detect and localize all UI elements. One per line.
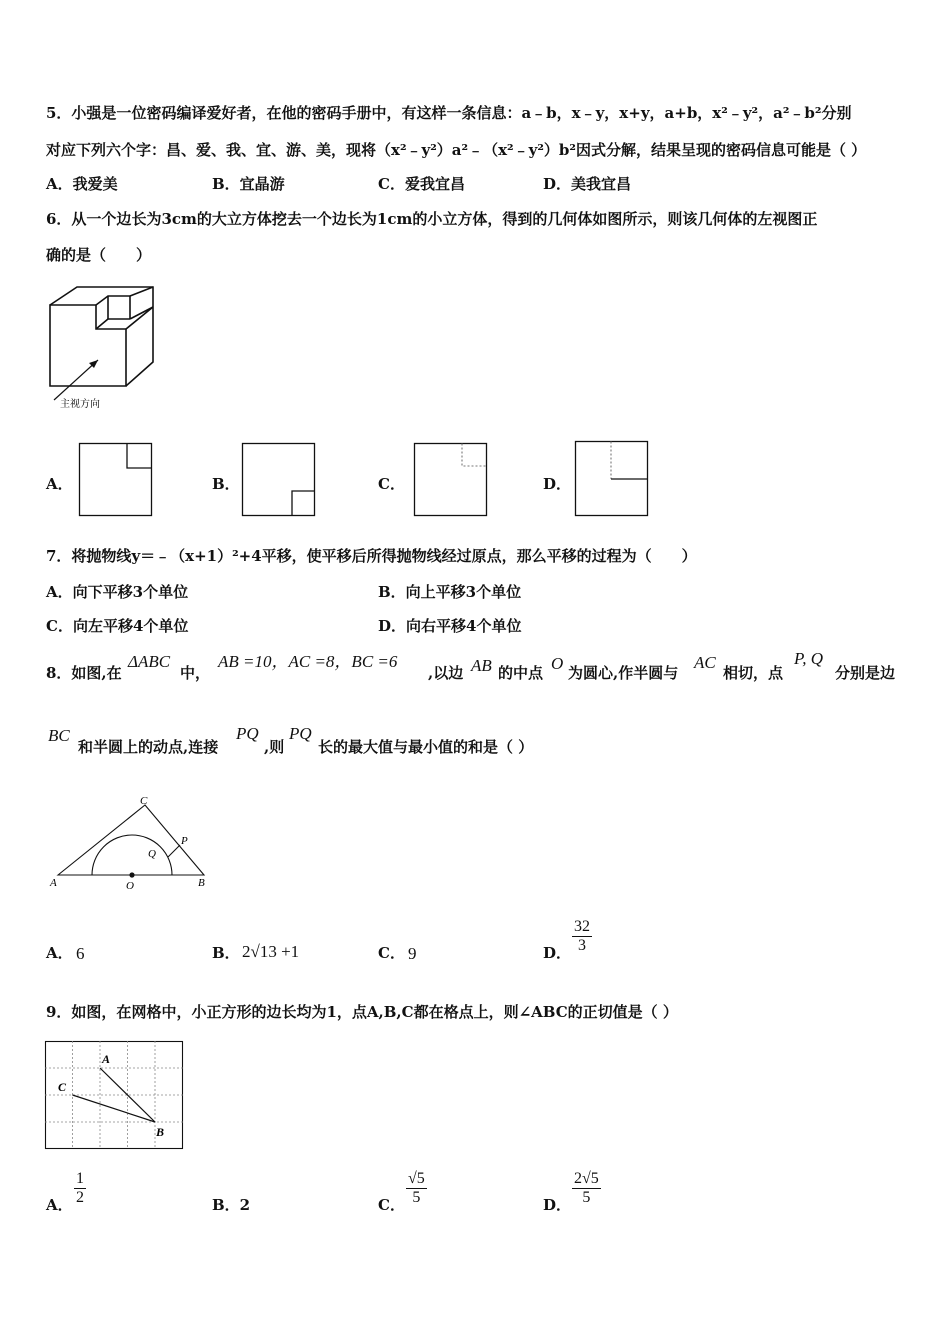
q7-option-c: C．向左平移4个单位	[46, 617, 189, 635]
q6-option-d-figure	[575, 441, 649, 517]
q5-stem-line1: 5．小强是一位密码编译爱好者，在他的密码手册中，有这样一条信息：a﹣b，x﹣y，x+y，a+b，x²﹣y²，a²﹣b²分别	[46, 104, 852, 122]
segment-cb	[73, 1095, 156, 1122]
fraction-denominator: 3	[578, 937, 586, 954]
q6-option-a-label: A．	[46, 475, 73, 493]
q5-option-b: B．宜晶游	[212, 175, 285, 193]
q5-stem-line2: 对应下列六个字：昌、爱、我、宜、游、美，现将（x²﹣y²）a²﹣（x²﹣y²）b²因式分解，结果呈现的密码信息可能是（ ）	[46, 141, 867, 159]
q8-text-9: ,则	[264, 738, 285, 756]
q7-option-a: A．向下平移3个单位	[46, 583, 189, 601]
view-direction-label: 主视方向	[60, 399, 100, 410]
label-o: O	[126, 880, 134, 892]
q6-stem-line1: 6．从一个边长为3cm的大立方体挖去一个边长为1cm的小立方体，得到的几何体如图所示，则该几何体的左视图正	[46, 210, 818, 228]
q8-symbol-ab: AB	[471, 656, 492, 675]
q5-option-d: D．美我宜昌	[543, 175, 632, 193]
q6-option-c-label: C．	[378, 475, 405, 493]
q8-side-lengths: AB =10，AC =8，BC =6	[218, 652, 398, 671]
q5-option-a: A．我爱美	[46, 175, 118, 193]
segment-pq	[168, 845, 180, 857]
q9-option-b: B．2	[212, 1196, 251, 1214]
view-direction-arrow	[54, 360, 98, 400]
q8-option-a-label: A．	[46, 944, 73, 962]
q8-symbol-bc: BC	[48, 726, 70, 745]
q6-stem-line2: 确的是（ ）	[46, 246, 152, 264]
q5-option-c: C．爱我宜昌	[378, 175, 465, 193]
q8-option-d-label: D．	[543, 944, 572, 962]
q7-stem: 7．将抛物线y＝﹣（x+1）²+4平移，使平移后所得抛物线经过原点，那么平移的过程为（ ）	[46, 547, 697, 565]
q8-text-7: 分别是边	[835, 664, 896, 682]
q8-symbol-pq: P, Q	[794, 649, 823, 668]
q8-text-4: 的中点	[498, 664, 544, 682]
q8-option-b-label: B．	[212, 944, 240, 962]
q8-triangle-figure	[48, 794, 218, 894]
q9-option-c-label: C．	[378, 1196, 405, 1214]
fraction-denominator: 5	[412, 1189, 421, 1206]
q6-option-d-label: D．	[543, 475, 572, 493]
q9-option-a-label: A．	[46, 1196, 73, 1214]
q8-symbol-ac: AC	[694, 653, 716, 672]
q8-text-2: 中，	[180, 664, 211, 682]
q8-triangle-symbol: ΔABC	[128, 652, 171, 671]
fraction-numerator: √5	[408, 1170, 425, 1187]
fraction-denominator: 5	[582, 1189, 591, 1206]
q6-option-b-figure	[242, 443, 316, 517]
q7-option-d: D．向右平移4个单位	[378, 617, 522, 635]
q8-text-6: 相切，点	[723, 664, 784, 682]
fraction-numerator: 2√5	[574, 1170, 599, 1187]
q9-option-c-fraction	[406, 1170, 427, 1207]
q8-symbol-o: O	[551, 654, 564, 673]
q8-text-10: 长的最大值与最小值的和是（ ）	[318, 738, 534, 756]
q8-option-a-value: 6	[76, 944, 85, 963]
q8-symbol-pq-2: PQ	[236, 724, 259, 743]
q8-option-c-value: 9	[408, 944, 417, 963]
fraction-numerator: 1	[76, 1170, 84, 1187]
q6-option-c-figure	[414, 443, 488, 517]
fraction-numerator: 32	[574, 918, 590, 935]
grid-label-b: B	[156, 1125, 165, 1139]
q6-option-b-label: B．	[212, 475, 240, 493]
q8-text-5: 为圆心,作半圆与	[568, 664, 679, 682]
q8-text-8: 和半圆上的动点,连接	[78, 738, 219, 756]
q9-option-a-fraction	[74, 1170, 86, 1207]
q9-grid-figure	[45, 1041, 185, 1151]
q9-stem: 9．如图，在网格中，小正方形的边长均为1，点A,B,C都在格点上，则∠ABC的正切值是（ ）	[46, 1003, 678, 1021]
label-p: P	[181, 835, 188, 847]
q6-cube-figure	[44, 283, 164, 413]
q8-text-1: 8．如图,在	[46, 664, 122, 682]
q8-option-c-label: C．	[378, 944, 405, 962]
grid-label-c: C	[58, 1080, 67, 1094]
q8-option-d-fraction	[572, 918, 592, 955]
semicircle	[92, 835, 172, 875]
center-point-o	[129, 872, 134, 877]
label-c: C	[140, 795, 148, 807]
label-b: B	[198, 877, 205, 889]
q8-symbol-pq-3: PQ	[289, 724, 312, 743]
q6-option-a-figure	[79, 443, 153, 517]
q9-option-d-fraction	[572, 1170, 601, 1207]
fraction-denominator: 2	[76, 1189, 84, 1206]
label-a: A	[50, 877, 57, 889]
grid-label-a: A	[102, 1052, 111, 1066]
label-q: Q	[148, 848, 156, 860]
q8-option-b-value: 2√13 +1	[242, 942, 300, 961]
q7-option-b: B．向上平移3个单位	[378, 583, 522, 601]
q9-option-d-label: D．	[543, 1196, 572, 1214]
q8-text-3: ,以边	[428, 664, 464, 682]
